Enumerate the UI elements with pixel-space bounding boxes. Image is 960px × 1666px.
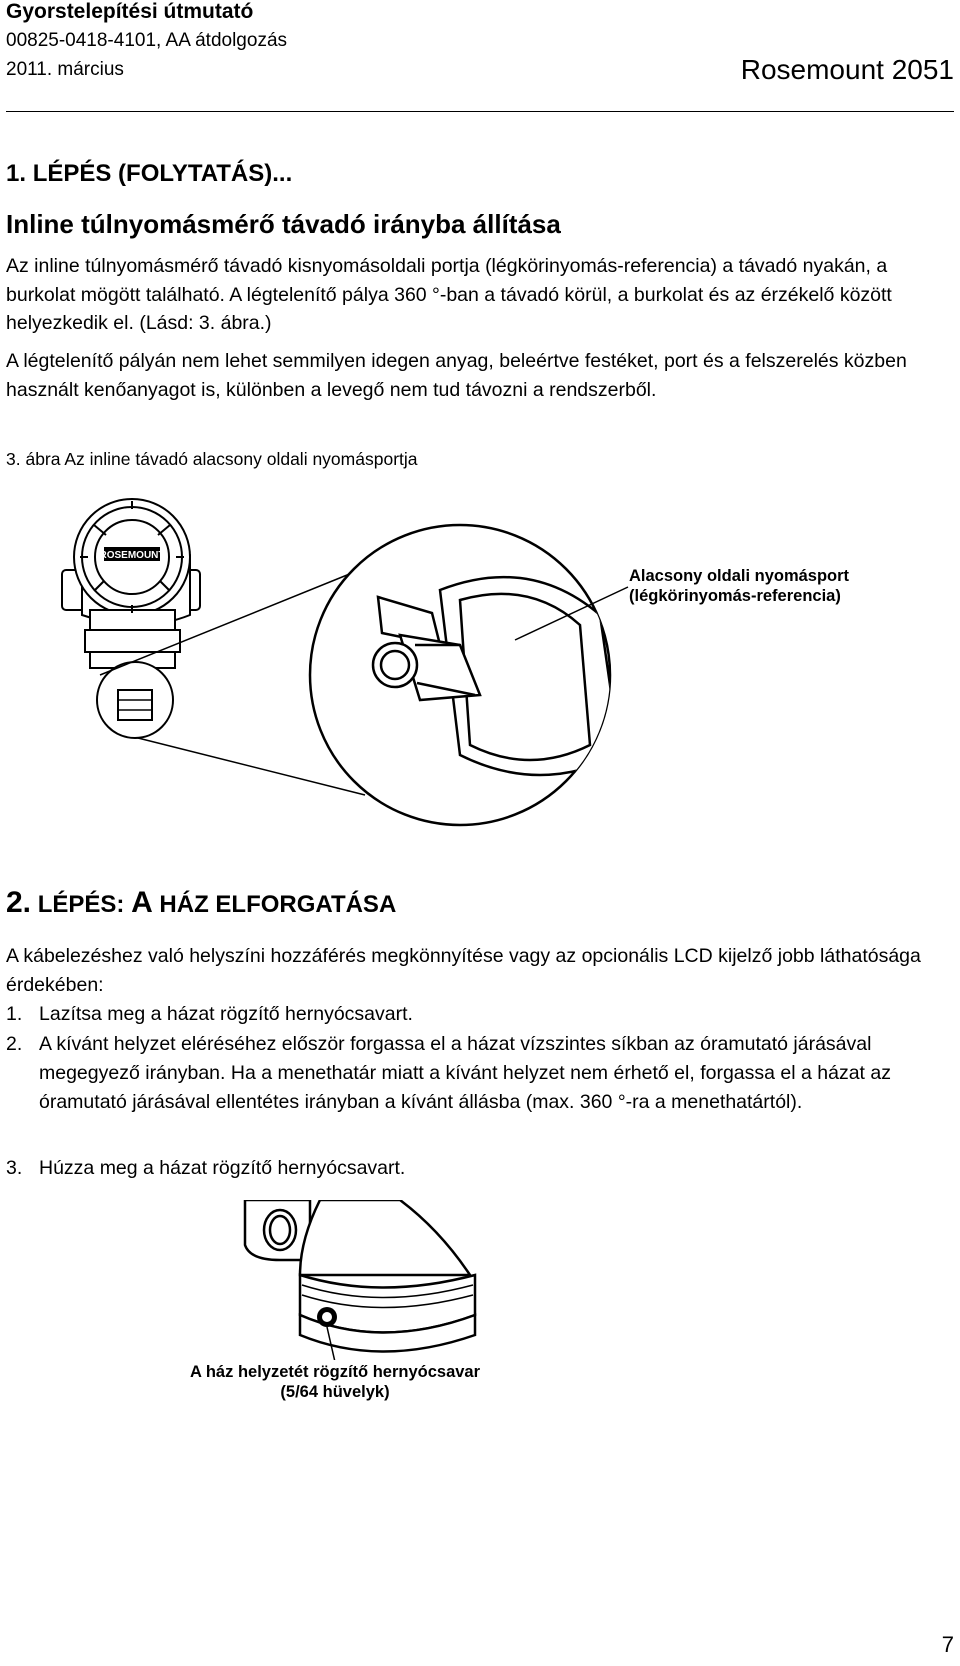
step1-heading-num: 1. bbox=[6, 160, 27, 187]
step1-heading-text: LÉPÉS (FOLYTATÁS)... bbox=[32, 160, 293, 187]
figure3-callout bbox=[629, 566, 849, 606]
list-item-number: 1. bbox=[6, 1003, 23, 1025]
step2-intro: A kábelezéshez való helyszíni hozzáférés megkönnyítése vagy az opcionális LCD kijelző jobb láthatósága érdekében: bbox=[6, 945, 921, 996]
list-item-text: A kívánt helyzet eléréséhez először forgassa el a házat vízszintes síkban az óramutató járásával megegyező irányban. Ha a menethatár miatt a kívánt helyzet nem érhető el, forgassa el a házat az óramutató járásával ellentétes irányban a kívánt állásba (max. 360 °-ra a menethatártól). bbox=[39, 1033, 891, 1113]
setscrew-callout bbox=[170, 1362, 500, 1402]
step1-paragraph-2: A légtelenítő pályán nem lehet semmilyen idegen anyag, beleértve festéket, port és a felszerelés közben használt kenőanyagot is, különben a levegő nem tud távozni a rendszerből. bbox=[6, 350, 907, 401]
page-number: 7 bbox=[941, 1632, 954, 1657]
step2-heading-text-a: LÉPÉS: bbox=[37, 891, 132, 918]
list-item-text: Lazítsa meg a házat rögzítő hernyócsavart. bbox=[39, 1003, 413, 1025]
figure3-callout-line2: (légkörinyomás-referencia) bbox=[629, 587, 841, 605]
list-item-number: 3. bbox=[6, 1157, 23, 1179]
step1-subheading: Inline túlnyomásmérő távadó irányba állítása bbox=[6, 209, 561, 239]
doc-number: 00825-0418-4101, AA átdolgozás bbox=[6, 30, 288, 51]
step2-heading-num: 2. bbox=[6, 886, 32, 919]
list-item bbox=[6, 1030, 951, 1117]
product-name: Rosemount 2051 bbox=[740, 54, 954, 85]
list-item-text: Húzza meg a házat rögzítő hernyócsavart. bbox=[39, 1157, 406, 1179]
header-rule bbox=[6, 111, 954, 112]
step1-heading bbox=[6, 160, 292, 188]
step2-heading bbox=[6, 886, 396, 920]
list-item bbox=[6, 1000, 951, 1029]
step1-paragraph-1: Az inline túlnyomásmérő távadó kisnyomásoldali portja (légkörinyomás-referencia) a távadó nyakán, a burkolat mögött található. A légtelenítő pálya 360 °-ban a távadó körül, a burkolat és az érzékelő között helyezkedik el. (Lásd: 3. ábra.) bbox=[6, 255, 892, 334]
setscrew-callout-line2: (5/64 hüvelyk) bbox=[280, 1383, 390, 1401]
doc-date: 2011. március bbox=[6, 59, 124, 80]
housing-setscrew-illustration bbox=[240, 1200, 500, 1360]
list-item-number: 2. bbox=[6, 1033, 23, 1055]
figure3-callout-line1: Alacsony oldali nyomásport bbox=[629, 567, 850, 585]
setscrew-callout-line1: A ház helyzetét rögzítő hernyócsavar bbox=[189, 1363, 481, 1381]
step2-heading-big: A bbox=[131, 886, 153, 919]
step2-heading-text-b: HÁZ ELFORGATÁSA bbox=[152, 891, 397, 918]
figure3-caption: 3. ábra Az inline távadó alacsony oldali nyomásportja bbox=[6, 449, 418, 469]
figure3-transmitter-illustration bbox=[60, 495, 680, 835]
doc-title: Gyorstelepítési útmutató bbox=[6, 0, 254, 23]
rosemount-logo-text: ROSEMOUNT bbox=[99, 550, 165, 561]
list-item bbox=[6, 1154, 951, 1183]
